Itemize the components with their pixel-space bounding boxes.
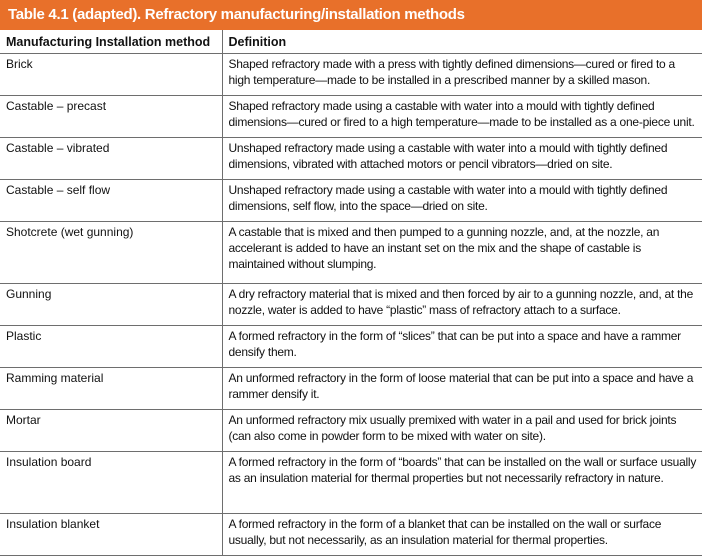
definition-cell: Unshaped refractory made using a castable with water into a mould with tightly defined dimensions, vibrated with attached motors or pencil vibrators—dried on site. — [222, 138, 702, 180]
table-title: Table 4.1 (adapted). Refractory manufacturing/installation methods — [0, 0, 702, 30]
table-row — [0, 96, 702, 138]
method-cell: Plastic — [0, 326, 222, 368]
table-row — [0, 410, 702, 452]
method-cell: Ramming material — [0, 368, 222, 410]
definition-cell: A formed refractory in the form of a blanket that can be installed on the wall or surface usually, but not necessarily, as an insulation material for thermal properties. — [222, 514, 702, 556]
table-row — [0, 452, 702, 514]
definition-cell: A castable that is mixed and then pumped to a gunning nozzle, and, at the nozzle, an accelerant is added to have an instant set on the mix and the shape of castable is maintained without slumping. — [222, 222, 702, 284]
definition-cell: A formed refractory in the form of “slices” that can be put into a space and have a rammer densify them. — [222, 326, 702, 368]
table-row — [0, 368, 702, 410]
method-cell: Castable – precast — [0, 96, 222, 138]
table-row — [0, 54, 702, 96]
definition-cell: An unformed refractory mix usually premixed with water in a pail and used for brick joints (can also come in powder form to be mixed with water on site). — [222, 410, 702, 452]
definition-cell: Shaped refractory made using a castable with water into a mould with tightly defined dimensions—cured or fired to a high temperature—made to be installed as a one-piece unit. — [222, 96, 702, 138]
header-definition: Definition — [222, 30, 702, 54]
definition-cell: A dry refractory material that is mixed and then forced by air to a gunning nozzle, and, at the nozzle, water is added to have “plastic” mass of refractory attach to a surface. — [222, 284, 702, 326]
method-cell: Gunning — [0, 284, 222, 326]
method-cell: Insulation board — [0, 452, 222, 514]
method-cell: Castable – self flow — [0, 180, 222, 222]
method-cell: Castable – vibrated — [0, 138, 222, 180]
table-header-row — [0, 30, 702, 54]
table-row — [0, 138, 702, 180]
method-cell: Shotcrete (wet gunning) — [0, 222, 222, 284]
refractory-methods-table — [0, 30, 702, 556]
table-row — [0, 284, 702, 326]
method-cell: Brick — [0, 54, 222, 96]
definition-cell: An unformed refractory in the form of loose material that can be put into a space and have a rammer densify it. — [222, 368, 702, 410]
table-row — [0, 222, 702, 284]
header-method: Manufacturing Installation method — [0, 30, 222, 54]
method-cell: Mortar — [0, 410, 222, 452]
definition-cell: Unshaped refractory made using a castable with water into a mould with tightly defined dimensions, self flow, into the space—dried on site. — [222, 180, 702, 222]
table-row — [0, 326, 702, 368]
definition-cell: A formed refractory in the form of “boards” that can be installed on the wall or surface usually as an insulation material for thermal properties but not necessarily refractory in nature. — [222, 452, 702, 514]
definition-cell: Shaped refractory made with a press with tightly defined dimensions—cured or fired to a high temperature—made to be installed in a prescribed manner by a skilled mason. — [222, 54, 702, 96]
method-cell: Insulation blanket — [0, 514, 222, 556]
table-row — [0, 180, 702, 222]
table-row — [0, 514, 702, 556]
